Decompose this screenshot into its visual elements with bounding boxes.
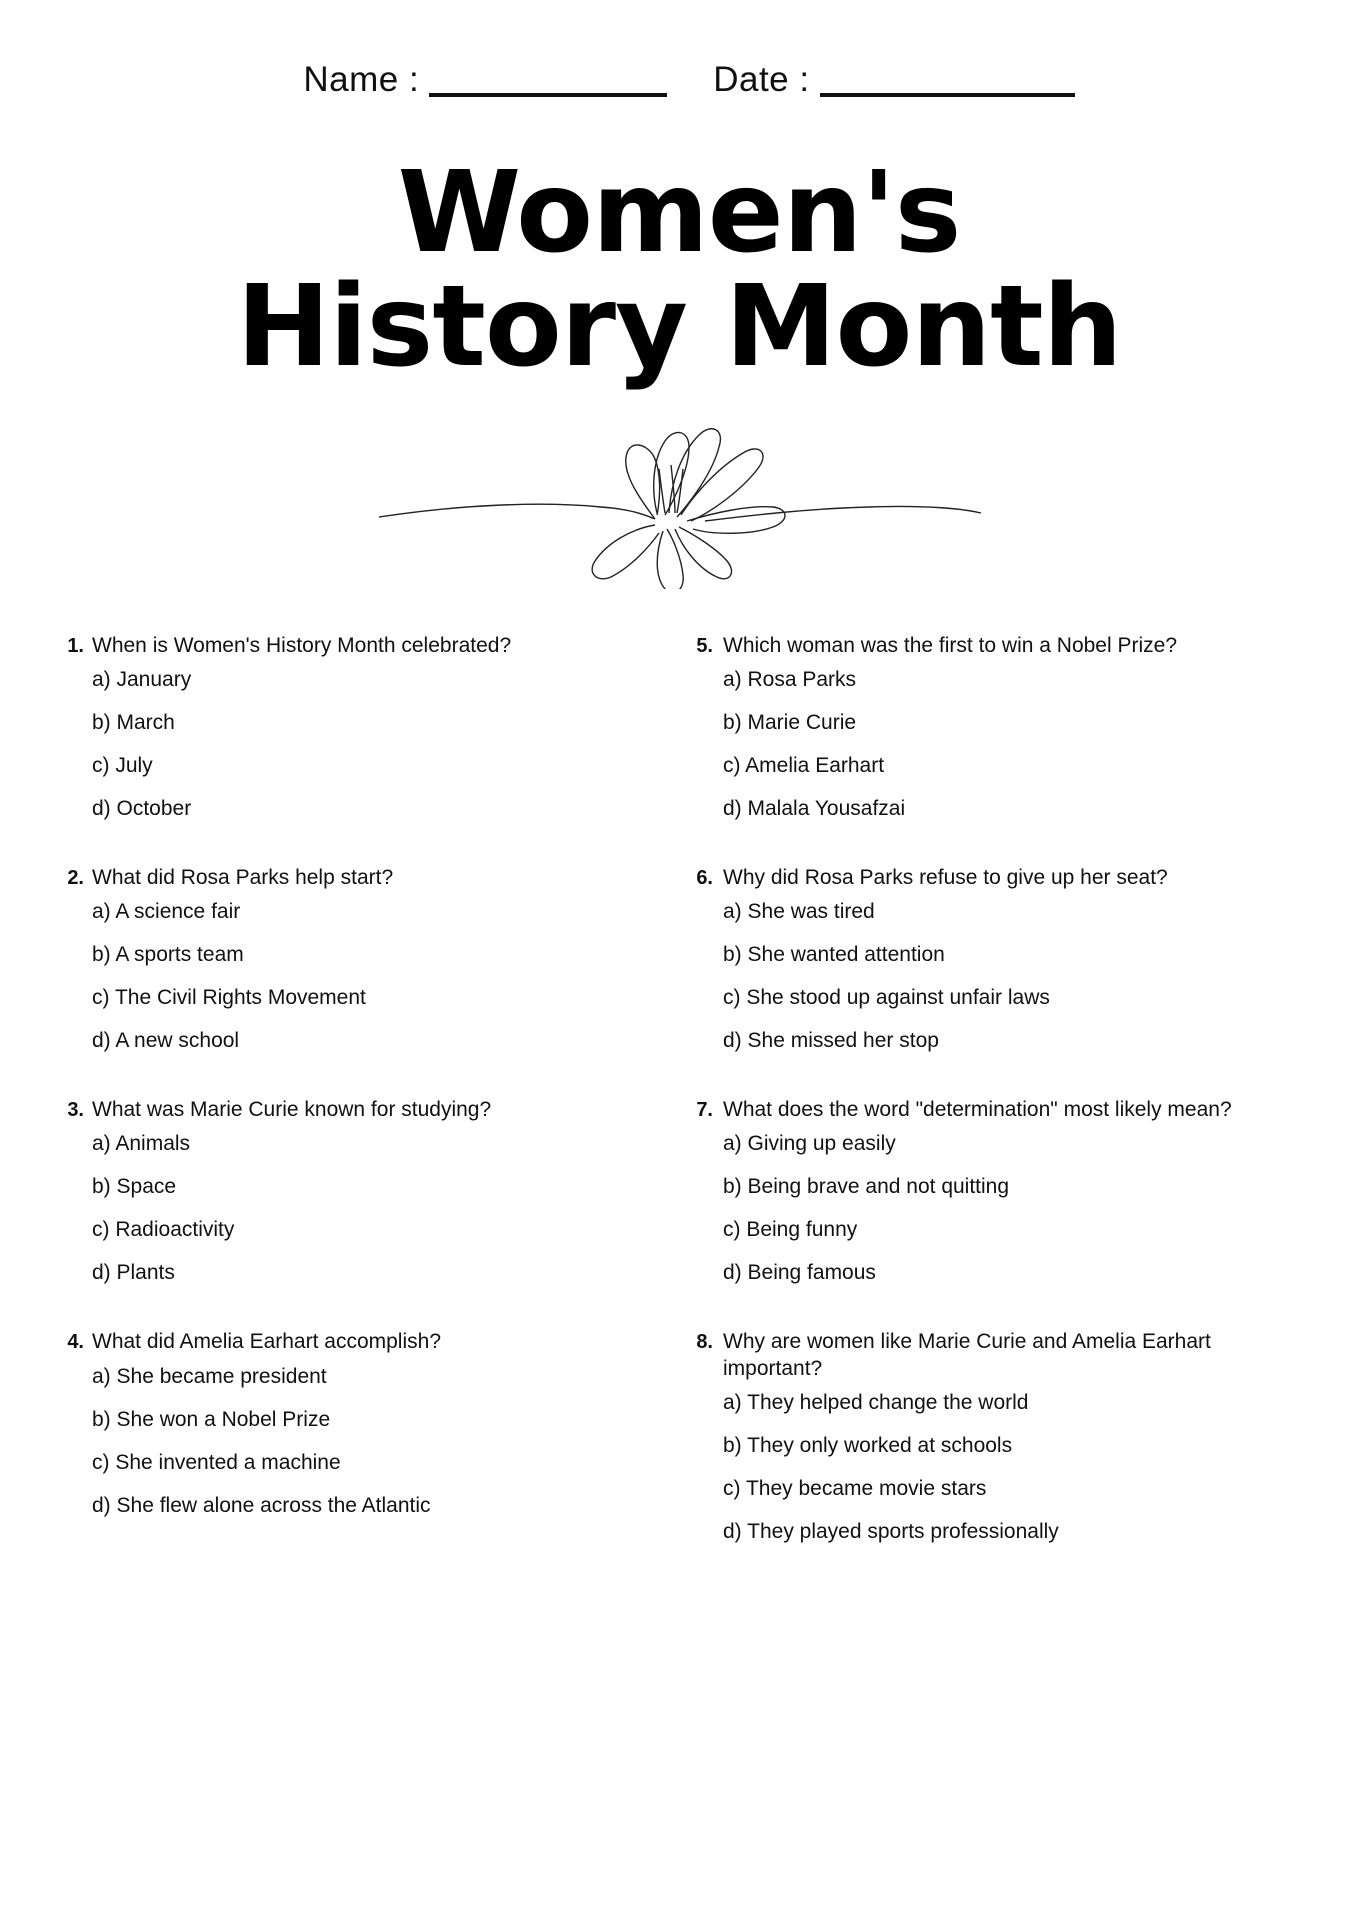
question-text: When is Women's History Month celebrated? [92,633,512,657]
choice-option[interactable]: c) They became movie stars [723,1476,987,1500]
flower-divider [0,409,1358,589]
question-block [62,633,669,819]
choice-option[interactable]: c) Radioactivity [92,1218,235,1242]
choice-option[interactable]: c) July [92,753,153,777]
choice-option[interactable]: d) She flew alone across the Atlantic [92,1493,431,1517]
choice-option[interactable]: a) She became president [92,1364,327,1388]
choice-option[interactable]: a) A science fair [92,900,241,923]
date-field [713,62,1074,97]
choice-list [62,669,669,819]
choice-option[interactable]: d) October [92,796,192,820]
choice-option[interactable]: b) They only worked at schools [723,1433,1013,1457]
title-line-1: Women's [397,148,961,278]
page-title [0,148,1358,392]
question-text: What was Marie Curie known for studying? [92,1098,492,1121]
choice-option[interactable]: a) She was tired [723,900,875,923]
question-number: 6. [696,866,713,889]
question-text: Which woman was the first to win a Nobel Prize? [723,633,1178,657]
date-label: Date : [713,60,810,99]
choice-option[interactable]: a) January [92,667,192,691]
choice-option[interactable]: a) Animals [92,1132,191,1156]
choice-list [691,901,1298,1051]
question-number: 3. [67,1099,84,1121]
choice-option[interactable]: b) Space [92,1175,177,1199]
choice-option[interactable]: b) Being brave and not quitting [723,1175,1010,1199]
choice-list [691,1392,1298,1542]
choice-option[interactable]: c) Being funny [723,1218,858,1242]
question-heading [62,865,669,891]
question-block [691,1097,1298,1283]
choice-option[interactable]: a) Rosa Parks [723,667,857,691]
question-heading [62,1329,669,1355]
question-heading [691,1329,1298,1382]
choice-list [62,901,669,1051]
question-heading [62,633,669,659]
name-field [303,62,667,97]
questions-grid [0,633,1358,1588]
question-block [691,1329,1298,1542]
choice-option[interactable]: d) A new school [92,1029,240,1052]
name-label: Name : [303,60,420,99]
choice-option[interactable]: c) She stood up against unfair laws [723,986,1050,1009]
worksheet-header [0,0,1358,97]
choice-option[interactable]: c) She invented a machine [92,1450,341,1474]
choice-option[interactable]: b) She wanted attention [723,943,945,966]
question-number: 7. [696,1099,713,1121]
choice-list [691,1133,1298,1283]
question-number: 8. [696,1331,713,1354]
choice-option[interactable]: c) Amelia Earhart [723,753,885,777]
question-heading [691,865,1298,891]
choice-list [62,1133,669,1283]
question-number: 5. [696,634,713,657]
choice-option[interactable]: d) Malala Yousafzai [723,796,906,820]
choice-list [62,1366,669,1516]
question-block [62,865,669,1051]
question-heading [691,1097,1298,1123]
question-block [691,633,1298,819]
question-block [691,865,1298,1051]
question-text: Why are women like Marie Curie and Amelia Earhart important? [723,1330,1211,1380]
question-number: 2. [67,866,84,889]
question-number: 4. [67,1331,84,1354]
choice-option[interactable]: b) She won a Nobel Prize [92,1407,331,1431]
choice-option[interactable]: c) The Civil Rights Movement [92,986,366,1009]
question-text: What does the word "determination" most likely mean? [723,1098,1232,1121]
choice-option[interactable]: b) A sports team [92,943,244,966]
date-write-line[interactable] [820,92,1075,97]
choice-list [691,669,1298,819]
flower-icon [369,409,989,589]
name-write-line[interactable] [429,92,667,97]
choice-option[interactable]: a) They helped change the world [723,1390,1029,1414]
question-text: What did Rosa Parks help start? [92,865,394,889]
choice-option[interactable]: b) March [92,710,175,734]
question-text: Why did Rosa Parks refuse to give up her seat? [723,865,1168,889]
choice-option[interactable]: a) Giving up easily [723,1132,896,1156]
question-text: What did Amelia Earhart accomplish? [92,1330,441,1354]
choice-option[interactable]: d) Plants [92,1261,175,1285]
question-block [62,1329,669,1542]
choice-option[interactable]: d) They played sports professionally [723,1519,1059,1543]
question-heading [62,1097,669,1123]
question-number: 1. [67,634,84,657]
choice-option[interactable]: d) Being famous [723,1261,876,1285]
choice-option[interactable]: d) She missed her stop [723,1029,939,1052]
title-line-2: History Month [236,261,1122,392]
question-heading [691,633,1298,659]
choice-option[interactable]: b) Marie Curie [723,710,857,734]
question-block [62,1097,669,1283]
